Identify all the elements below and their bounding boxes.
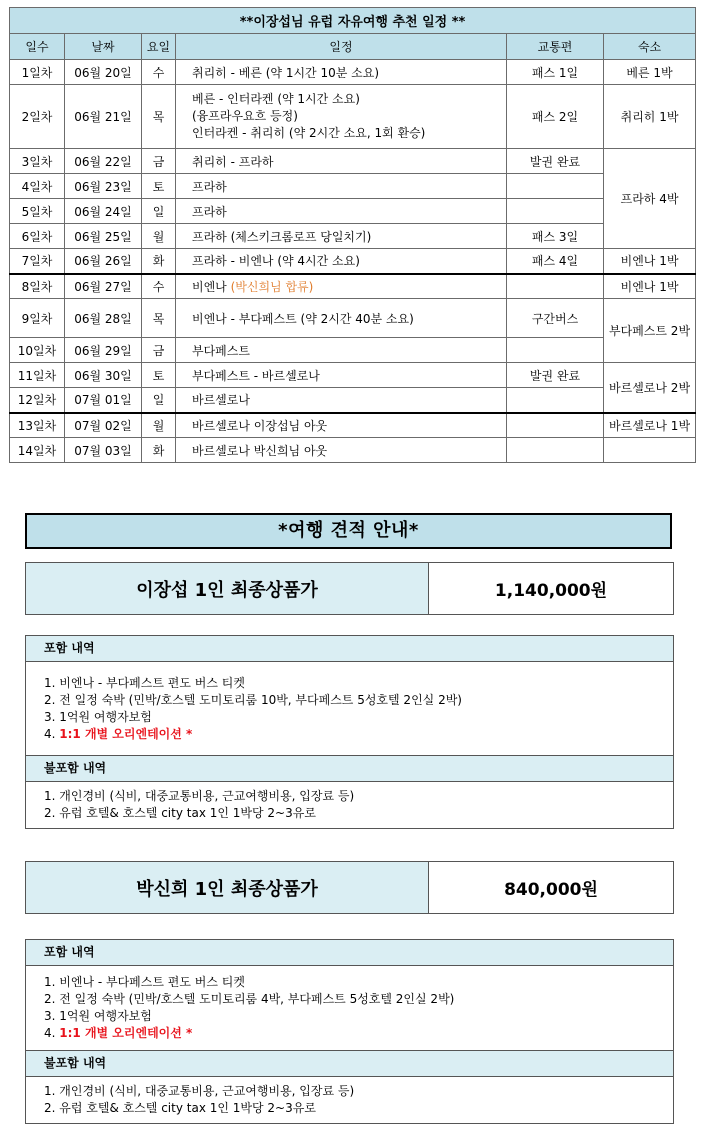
- cell-dow: 화: [142, 249, 176, 274]
- cell-plan: 부다페스트: [176, 338, 507, 363]
- cell-transport: [507, 174, 604, 199]
- cell-dow: 토: [142, 174, 176, 199]
- item-number: 4.: [44, 1026, 60, 1040]
- cell-date: 06월 29일: [65, 338, 142, 363]
- plan-line: 인터라켄 - 취리히 (약 2시간 소요, 1회 환승): [192, 126, 426, 140]
- price-box-person1: [25, 562, 674, 615]
- cell-transport: [507, 413, 604, 438]
- cell-stay: 바르셀로나 2박: [604, 363, 696, 413]
- cell-dow: 수: [142, 60, 176, 85]
- cell-date: 06월 21일: [65, 85, 142, 149]
- orientation-highlight: 1:1 개별 오리엔테이션 *: [59, 727, 193, 741]
- cell-stay: 바르셀로나 1박: [604, 413, 696, 438]
- header-date: 날짜: [65, 34, 142, 60]
- excluded-list: [26, 782, 673, 828]
- cell-dow: 목: [142, 299, 176, 338]
- cell-dow: 화: [142, 438, 176, 463]
- table-row: [10, 438, 696, 463]
- cell-date: 06월 26일: [65, 249, 142, 274]
- cell-plan: [176, 85, 507, 149]
- cell-date: 06월 28일: [65, 299, 142, 338]
- list-item: 2. 유럽 호텔& 호스텔 city tax 1인 1박당 2~3유로: [44, 806, 316, 820]
- item-number: 4.: [44, 727, 60, 741]
- cell-day: 2일차: [10, 85, 65, 149]
- cell-day: 10일차: [10, 338, 65, 363]
- cell-plan: 프라하: [176, 199, 507, 224]
- price-value: 1,140,000원: [429, 563, 673, 614]
- table-row: [10, 388, 696, 413]
- cell-stay: 취리히 1박: [604, 85, 696, 149]
- cell-transport: [507, 438, 604, 463]
- cell-plan: 부다페스트 - 바르셀로나: [176, 363, 507, 388]
- table-row: [10, 274, 696, 299]
- cell-transport: 패스 1일: [507, 60, 604, 85]
- cell-plan: 프라하 (체스키크롬로프 당일치기): [176, 224, 507, 249]
- cell-stay: 베른 1박: [604, 60, 696, 85]
- cell-transport: [507, 274, 604, 299]
- cell-transport: 패스 4일: [507, 249, 604, 274]
- schedule-table: [9, 7, 696, 463]
- join-note: (박신희님 합류): [230, 279, 314, 294]
- list-item: 3. 1억원 여행자보험: [44, 1009, 152, 1023]
- cell-date: 06월 24일: [65, 199, 142, 224]
- cell-plan: 취리히 - 베른 (약 1시간 10분 소요): [176, 60, 507, 85]
- table-row: [10, 299, 696, 338]
- cell-dow: 수: [142, 274, 176, 299]
- cell-transport: 패스 3일: [507, 224, 604, 249]
- cell-transport: [507, 199, 604, 224]
- table-row: [10, 85, 696, 149]
- plan-line: (융프라우요흐 등정): [192, 109, 298, 123]
- cell-transport: 발권 완료: [507, 363, 604, 388]
- cell-date: 07월 02일: [65, 413, 142, 438]
- list-item: 1. 비엔나 - 부다페스트 편도 버스 티켓: [44, 676, 245, 690]
- cell-plan: 바르셀로나 박신희님 아웃: [176, 438, 507, 463]
- cell-date: 06월 30일: [65, 363, 142, 388]
- cell-date: 06월 20일: [65, 60, 142, 85]
- schedule-title: **이장섭님 유럽 자유여행 추천 일정 **: [10, 8, 696, 34]
- excluded-heading: 불포함 내역: [26, 755, 673, 782]
- cell-dow: 월: [142, 413, 176, 438]
- cell-transport: [507, 338, 604, 363]
- table-row: [10, 338, 696, 363]
- included-list: [26, 662, 673, 755]
- list-item: 2. 전 일정 숙박 (민박/호스텔 도미토리룸 10박, 부다페스트 5성호텔 2인실 2박): [44, 693, 462, 707]
- excluded-list: [26, 1077, 673, 1123]
- list-item: 1. 비엔나 - 부다페스트 편도 버스 티켓: [44, 975, 245, 989]
- cell-stay: 부다페스트 2박: [604, 299, 696, 363]
- cell-dow: 목: [142, 85, 176, 149]
- cell-date: 06월 23일: [65, 174, 142, 199]
- header-dow: 요일: [142, 34, 176, 60]
- plan-line: 베른 - 인터라켄 (약 1시간 소요): [192, 92, 360, 106]
- cell-dow: 토: [142, 363, 176, 388]
- cell-transport: 발권 완료: [507, 149, 604, 174]
- list-item: [44, 726, 673, 743]
- included-list: [26, 966, 673, 1050]
- cell-date: 07월 01일: [65, 388, 142, 413]
- cell-plan: 바르셀로나: [176, 388, 507, 413]
- cell-dow: 금: [142, 149, 176, 174]
- table-row: [10, 363, 696, 388]
- cell-transport: [507, 388, 604, 413]
- table-row: [10, 224, 696, 249]
- price-label: 박신희 1인 최종상품가: [26, 862, 429, 913]
- cell-stay: [604, 438, 696, 463]
- cell-date: 06월 27일: [65, 274, 142, 299]
- quote-title: *여행 견적 안내*: [25, 513, 672, 549]
- table-row: [10, 199, 696, 224]
- details-person1: [25, 635, 674, 829]
- cell-day: 3일차: [10, 149, 65, 174]
- included-heading: 포함 내역: [26, 940, 673, 966]
- cell-stay: 비엔나 1박: [604, 274, 696, 299]
- cell-day: 13일차: [10, 413, 65, 438]
- cell-day: 8일차: [10, 274, 65, 299]
- cell-day: 9일차: [10, 299, 65, 338]
- cell-plan: 비엔나 - 부다페스트 (약 2시간 40분 소요): [176, 299, 507, 338]
- cell-plan: [176, 274, 507, 299]
- included-heading: 포함 내역: [26, 636, 673, 662]
- table-row: [10, 174, 696, 199]
- cell-day: 5일차: [10, 199, 65, 224]
- cell-dow: 금: [142, 338, 176, 363]
- cell-day: 12일차: [10, 388, 65, 413]
- details-person2: [25, 939, 674, 1124]
- cell-plan: 취리히 - 프라하: [176, 149, 507, 174]
- cell-day: 14일차: [10, 438, 65, 463]
- header-day: 일수: [10, 34, 65, 60]
- cell-day: 7일차: [10, 249, 65, 274]
- list-item: 1. 개인경비 (식비, 대중교통비용, 근교여행비용, 입장료 등): [44, 789, 355, 803]
- cell-dow: 일: [142, 388, 176, 413]
- cell-transport: 구간버스: [507, 299, 604, 338]
- header-stay: 숙소: [604, 34, 696, 60]
- cell-day: 4일차: [10, 174, 65, 199]
- cell-day: 11일차: [10, 363, 65, 388]
- list-item: 3. 1억원 여행자보험: [44, 710, 152, 724]
- cell-dow: 월: [142, 224, 176, 249]
- price-label: 이장섭 1인 최종상품가: [26, 563, 429, 614]
- cell-plan: 프라하: [176, 174, 507, 199]
- price-value: 840,000원: [429, 862, 673, 913]
- list-item: 1. 개인경비 (식비, 대중교통비용, 근교여행비용, 입장료 등): [44, 1084, 355, 1098]
- header-transport: 교통편: [507, 34, 604, 60]
- header-plan: 일정: [176, 34, 507, 60]
- cell-stay: 프라하 4박: [604, 149, 696, 249]
- cell-date: 07월 03일: [65, 438, 142, 463]
- list-item: 2. 전 일정 숙박 (민박/호스텔 도미토리룸 4박, 부다페스트 5성호텔 2인실 2박): [44, 992, 455, 1006]
- table-row: [10, 60, 696, 85]
- cell-transport: 패스 2일: [507, 85, 604, 149]
- orientation-highlight: 1:1 개별 오리엔테이션 *: [59, 1026, 193, 1040]
- cell-plan: 바르셀로나 이장섭님 아웃: [176, 413, 507, 438]
- cell-day: 1일차: [10, 60, 65, 85]
- table-row: [10, 413, 696, 438]
- cell-plan: 프라하 - 비엔나 (약 4시간 소요): [176, 249, 507, 274]
- cell-date: 06월 25일: [65, 224, 142, 249]
- price-box-person2: [25, 861, 674, 914]
- excluded-heading: 불포함 내역: [26, 1050, 673, 1077]
- list-item: [44, 1025, 673, 1042]
- table-row: [10, 249, 696, 274]
- table-row: [10, 149, 696, 174]
- plan-text: 비엔나: [192, 279, 231, 294]
- cell-day: 6일차: [10, 224, 65, 249]
- list-item: 2. 유럽 호텔& 호스텔 city tax 1인 1박당 2~3유로: [44, 1101, 316, 1115]
- cell-stay: 비엔나 1박: [604, 249, 696, 274]
- cell-date: 06월 22일: [65, 149, 142, 174]
- cell-dow: 일: [142, 199, 176, 224]
